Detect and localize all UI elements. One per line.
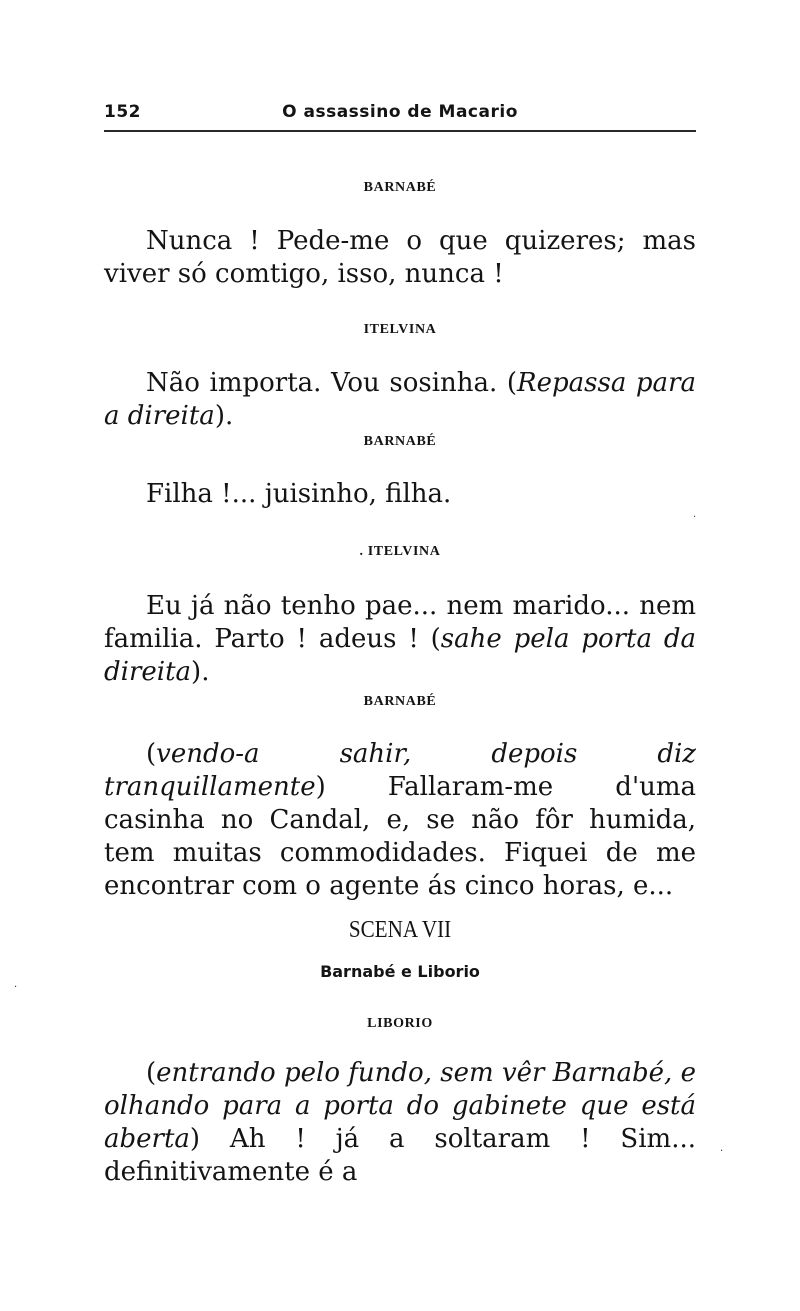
header-rule (104, 130, 696, 132)
dialogue-text: ). (214, 401, 234, 431)
dialogue-text: ( (146, 739, 157, 769)
dialogue-paragraph (104, 478, 696, 511)
ink-speck: · (693, 512, 697, 523)
dialogue-paragraph (104, 590, 696, 689)
page-number: 152 (104, 102, 141, 122)
dialogue-text: Ah ! já a soltaram ! Sim... definitivamente é a (104, 1124, 696, 1187)
dialogue-text: Não importa. Vou sosinha. ( (146, 368, 518, 398)
dialogue-paragraph (104, 1057, 696, 1189)
stage-direction: entrando pelo fundo, sem vêr Barnabé, e olhando para a porta do gabinete que está aberta (104, 1058, 696, 1154)
dialogue-text: Eu já não tenho pae... nem marido... nem familia. Parto ! adeus ! ( (104, 591, 696, 654)
running-title: O assassino de Macario (282, 102, 518, 122)
ink-speck: · (720, 1146, 724, 1157)
stage-direction: Repassa para a direita (104, 368, 696, 431)
speaker-name: BARNABÉ (363, 694, 437, 709)
dialogue-paragraph (104, 225, 696, 291)
scene-heading: SCENA VII (348, 917, 452, 943)
dialogue-text: ). (191, 657, 210, 687)
running-header (104, 100, 696, 126)
dialogue-text: ) (315, 772, 326, 802)
dialogue-text: Nunca ! Pede-me o que quizeres; mas viver só comtigo, isso, nunca ! (104, 226, 696, 289)
dialogue-text: Filha !... juisinho, filha. (146, 479, 452, 509)
dialogue-paragraph (104, 367, 696, 433)
speaker-name: LIBORIO (367, 1016, 433, 1031)
ink-speck: · (14, 982, 18, 993)
scene-characters: Barnabé e Liborio (320, 962, 480, 981)
speaker-name: BARNABÉ (363, 434, 437, 449)
dialogue-text: ) (189, 1124, 201, 1154)
speaker-name: . ITELVINA (359, 544, 441, 559)
stage-direction: sahe pela porta da direita (104, 624, 696, 687)
dialogue-text: Fallaram-me d'uma casinha no Candal, e, se não fôr humida, tem muitas commodidades. Fiquei de me encontrar com o agente ás cinco horas, e... (104, 772, 696, 901)
dialogue-paragraph (104, 738, 696, 903)
dialogue-text: ( (146, 1058, 157, 1088)
speaker-name: ITELVINA (363, 322, 437, 337)
stage-direction: vendo-a sahir, depois diz tranquillamente (104, 739, 696, 802)
speaker-name: BARNABÉ (363, 180, 437, 195)
